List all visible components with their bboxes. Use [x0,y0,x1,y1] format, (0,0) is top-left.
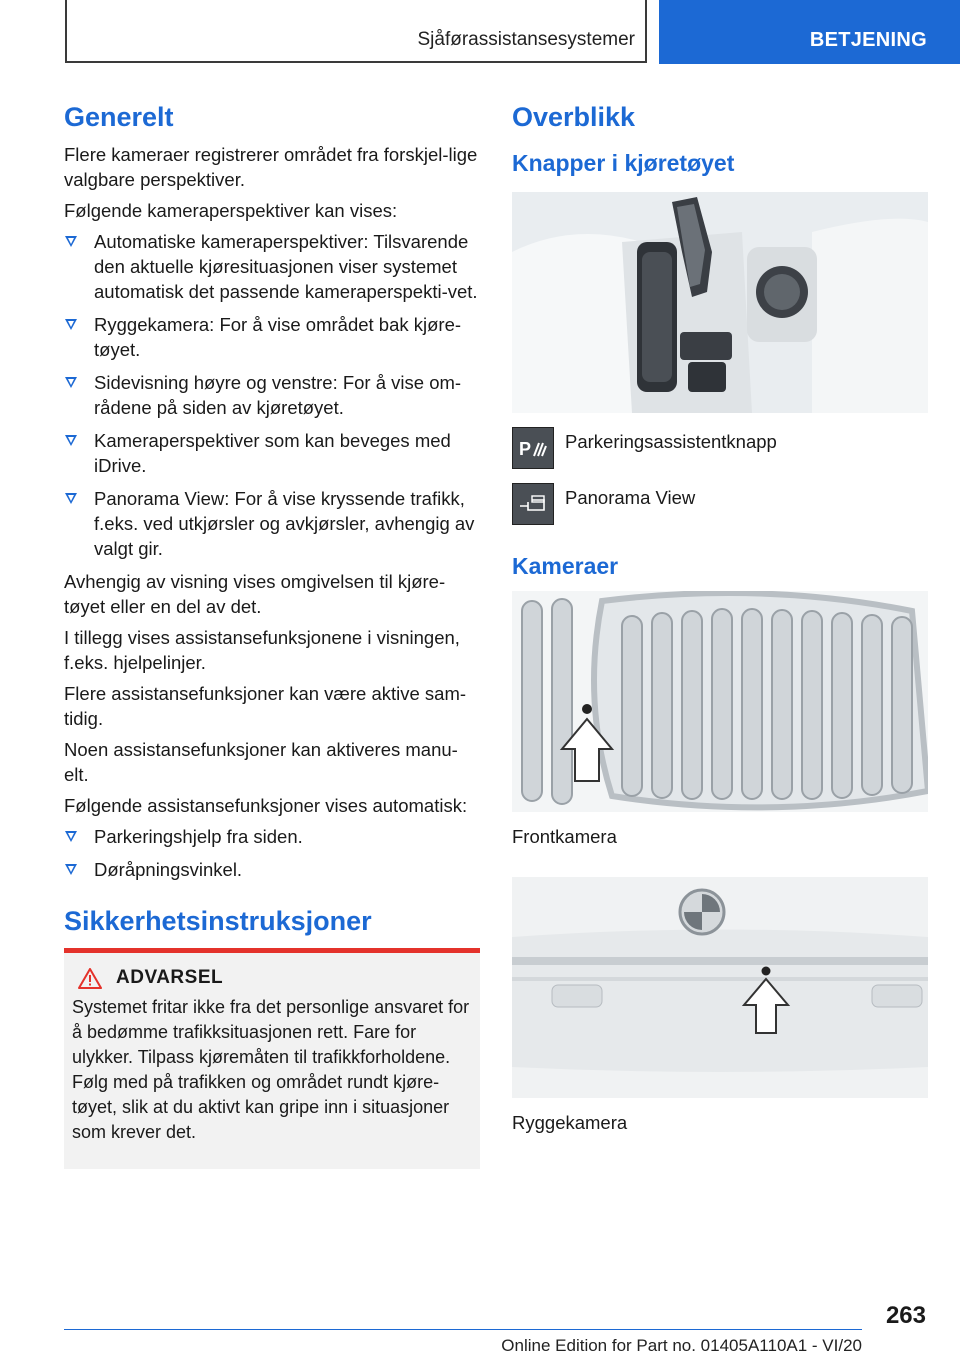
warning-text: Systemet fritar ikke fra det personlige ansvaret for å bedømme trafikksituasjonen rett. Fare for ulykker. Tilpass kjøremåten til trafikkforholdene. Følg med på trafikken og området rundt kjøre-tøyet, slik at du aktivt kan gripe inn i situasjoner som krever det. [72,997,470,1142]
front-camera-photo [512,591,928,812]
page-number: 263 [885,1302,926,1329]
panorama-view-button[interactable] [512,483,554,525]
list-item [64,857,480,882]
heading-safety: Sikkerhetsinstruksjoner [64,906,372,936]
bullet-triangle-icon [65,831,77,842]
list-item [64,428,480,478]
bullet-triangle-icon [65,435,77,446]
warning-title [72,967,472,989]
list-item-text: Parkeringshjelp fra siden. [94,826,303,847]
paragraph: I tillegg vises assistansefunksjonene i visningen, f.eks. hjelpelinjer. [64,627,460,673]
heading-generelt: Generelt [64,102,174,132]
panorama-view-icon [518,492,548,516]
warning-label: ADVARSEL [116,967,224,988]
key-row-panorama [512,483,928,525]
chapter-tab[interactable] [659,0,960,64]
list-item-text: Automatiske kameraperspektiver: Tilsvarende den aktuelle kjøresituasjonen viser systemet automatisk det passende kameraperspekti-vet. [94,231,478,302]
warning-box [64,948,480,1169]
paragraph: Noen assistansefunksjoner kan aktiveres manu-elt. [64,739,458,785]
bullet-triangle-icon [65,493,77,504]
section-title: Sjåførassistansesystemer [417,29,635,50]
paragraph: Følgende assistansefunksjoner vises automatisk: [64,795,468,816]
list-item-text: Kameraperspektiver som kan beveges med iDrive. [94,430,451,476]
heading-knapper: Knapper i kjøretøyet [512,150,735,176]
list-item [64,824,480,849]
list-item-text: Døråpningsvinkel. [94,859,243,880]
svg-text:P: P [519,439,532,459]
footer-divider [64,1329,862,1330]
bullet-triangle-icon [65,377,77,388]
footer-edition: Online Edition for Part no. 01405A110A1 - VI/20 [501,1336,862,1355]
key-label: Parkeringsassistentknapp [565,431,777,452]
list-item [64,370,480,420]
paragraph: Følgende kameraperspektiver kan vises: [64,200,398,221]
caption-front: Frontkamera [512,826,617,847]
warning-triangle-icon [78,968,102,989]
list-item [64,312,480,362]
heading-overblikk: Overblikk [512,102,636,132]
paragraph: Flere assistansefunksjoner kan være aktive sam-tidig. [64,683,467,729]
key-row-parking [512,427,928,469]
rear-camera-photo [512,877,928,1098]
bullet-triangle-icon [65,319,77,330]
paragraph: Flere kameraer registrerer området fra forskjel-lige valgbare perspektiver. [64,144,478,190]
left-column [64,100,480,1169]
bullet-triangle-icon [65,236,77,247]
chapter-tab-label: BETJENING [809,29,927,51]
key-label: Panorama View [565,487,696,508]
list-item [64,486,480,561]
list-item-text: Panorama View: For å vise kryssende trafikk, f.eks. ved utkjørsler og avkjørsler, avhengig av valgt gir. [94,488,475,559]
parking-assist-button[interactable] [512,427,554,469]
caption-rear: Ryggekamera [512,1112,628,1133]
right-column [512,100,928,1163]
list-item-text: Ryggekamera: For å vise området bak kjøre-tøyet. [94,314,462,360]
bullet-triangle-icon [65,864,77,875]
center-console-photo [512,192,928,413]
perspective-list [64,229,480,561]
list-item-text: Sidevisning høyre og venstre: For å vise om-rådene på siden av kjøretøyet. [94,372,462,418]
parking-assist-icon [518,434,548,462]
paragraph: Avhengig av visning vises omgivelsen til kjøre-tøyet eller en del av det. [64,571,446,617]
heading-kameraer: Kameraer [512,553,619,579]
auto-function-list [64,824,480,882]
list-item [64,229,480,304]
